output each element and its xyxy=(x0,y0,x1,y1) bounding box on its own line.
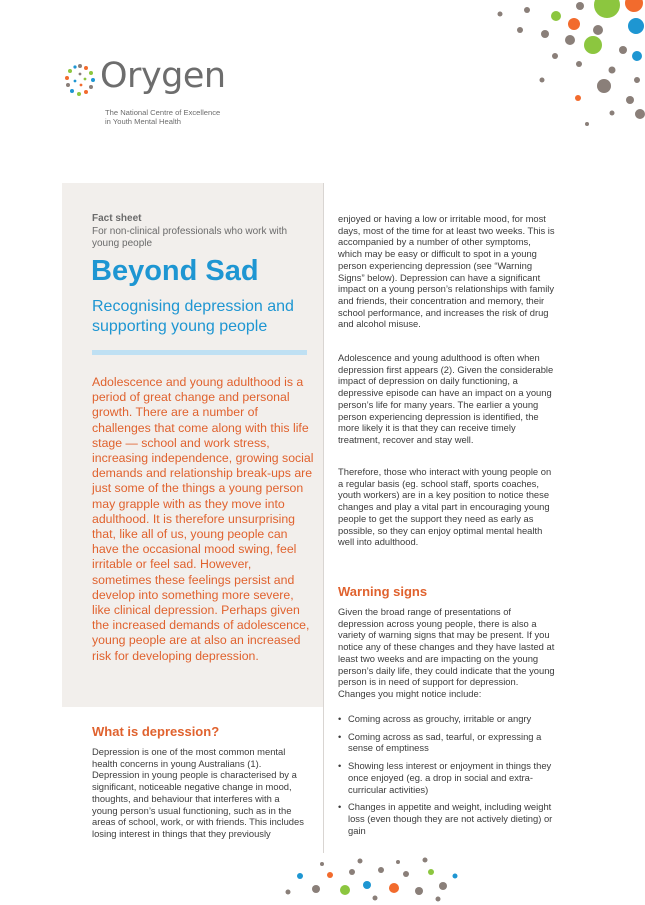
intro-paragraph: Adolescence and young adulthood is a period of great change and personal growth. There are a number of challenges that come along with this life stage — school and work stress, increasing independence, growing social demands and relationship break-ups are just some of the things a young person may grapple with as they move into adulthood. It is therefore unsurprising that, like all of us, young people can have the occasional mood swing, feel irritable or feel sad. However, sometimes these feelings persist and develop into something more severe, like clinical depression. Perhaps given the increased demands of adolescence, young people are at also an increased risk for developing depression. xyxy=(92,375,314,663)
logo-tagline xyxy=(105,108,220,126)
audience-text: For non-clinical professionals who work with young people xyxy=(92,226,288,249)
page-title: Beyond Sad xyxy=(91,255,259,287)
warning-signs-list xyxy=(338,713,560,842)
top-right-dot-cluster xyxy=(498,0,645,126)
list-item: • Coming across as grouchy, irritable or angry xyxy=(338,713,560,725)
warning-signs-text: Given the broad range of presentations of depression across young people, there is also a variety of warning signs that may be present. If you notice any of these changes and they have lasted at least two weeks and are impacting on the young person’s daily life, they could indicate that the young person is in need of support for depression. Changes you might notice include: xyxy=(338,606,555,699)
page-subtitle: Recognising depression and supporting young people xyxy=(92,298,294,335)
list-item: • Coming across as sad, tearful, or expressing a sense of emptiness xyxy=(338,731,560,754)
logo-tagline-line2: in Youth Mental Health xyxy=(105,117,181,126)
list-item: • Changes in appetite and weight, including weight loss (even though they are not actively dieting) or gain xyxy=(338,801,560,836)
list-item: • Showing less interest or enjoyment in things they once enjoyed (eg. a drop in social and extra-curricular activities) xyxy=(338,760,560,795)
fact-sheet-label: Fact sheet xyxy=(92,213,142,224)
right-paragraph-3: Therefore, those who interact with young people on a regular basis (eg. school staff, sports coaches, youth workers) are in a key position to notice these changes and play a vital part in encouraging young people to get the support they need as early as possible, so they can enjoy optimal mental health well into adulthood. xyxy=(338,466,552,548)
warning-signs-heading: Warning signs xyxy=(338,584,428,599)
what-is-depression-heading: What is depression? xyxy=(92,724,220,739)
orygen-logo xyxy=(62,58,232,128)
bottom-dot-cluster xyxy=(286,858,458,902)
right-paragraph-2: Adolescence and young adulthood is often when depression first appears (2). Given the considerable impact of depression on daily functioning, a depressive episode can have an impact on a young person’s life for many years. The earlier a young person experiencing depression is identified, the more likely it is that they can receive timely treatment, recover and stay well. xyxy=(338,352,554,445)
logo-swirl-icon xyxy=(62,60,98,100)
right-paragraph-1: enjoyed or having a low or irritable mood, for most days, most of the time for at least two weeks. This is accompanied by a number of other symptoms, which may be easy or difficult to spot in a young person experiencing depression (see “Warning Signs” below). Depression can have a significant impact on a young person’s relationships with family and friends, their concentration and memory, their school performance, and increases the risk of drug and alcohol misuse. xyxy=(338,213,555,330)
logo-tagline-line1: The National Centre of Excellence xyxy=(105,108,221,117)
title-divider xyxy=(92,350,307,355)
column-divider xyxy=(323,183,324,853)
what-is-depression-text: Depression is one of the most common mental health concerns in young Australians (1). Depression in young people is characterised by a significant, noticeable negative change in mood, thoughts, and behaviour that interferes with a young person’s usual functioning, such as in the areas of school, work, or with friends. This includes losing interest in things that they previously xyxy=(92,746,304,839)
logo-wordmark: Orygen xyxy=(100,56,226,96)
